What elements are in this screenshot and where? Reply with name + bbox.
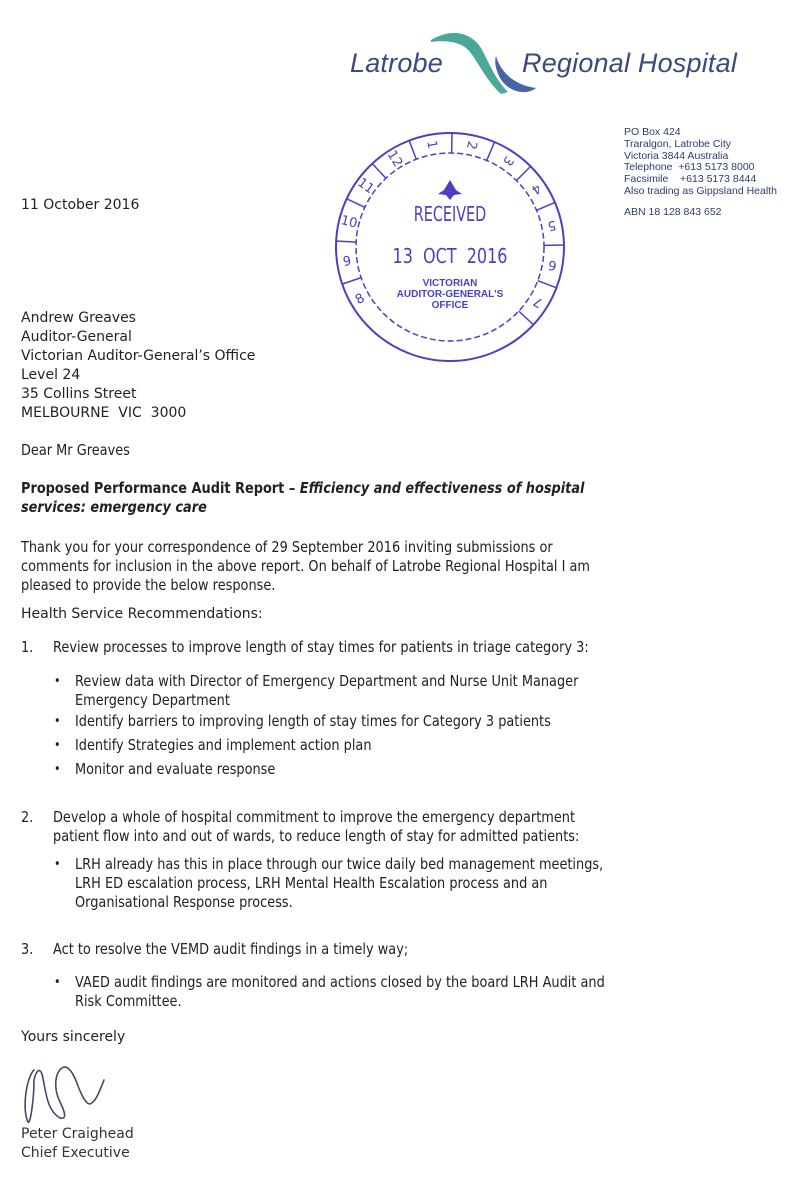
stamp-ring-number: 5 <box>546 216 558 234</box>
bullet-line: LRH ED escalation process, LRH Mental Health Escalation process and an <box>75 874 548 892</box>
hospital-address-block <box>624 127 777 219</box>
recipient-office: Victorian Auditor-General’s Office <box>21 348 256 364</box>
recipient-address <box>21 309 255 423</box>
stamp-org-line: VICTORIAN <box>422 278 478 289</box>
stamp-ring-number: 2 <box>462 139 480 151</box>
recipient-title: Auditor-General <box>21 329 132 345</box>
stamp-org-line: AUDITOR-GENERAL'S <box>396 289 504 300</box>
recommendation-line: patient flow into and out of wards, to reduce length of stay for admitted patients: <box>53 827 580 845</box>
recommendation-line: Develop a whole of hospital commitment to improve the emergency department <box>53 808 576 826</box>
intro-paragraph <box>21 538 590 595</box>
address-line: PO Box 424 <box>624 126 681 138</box>
telephone-line: Telephone +613 5173 8000 <box>624 161 755 174</box>
subject-italic-1: Efficiency and effectiveness of hospital <box>299 479 585 497</box>
received-stamp <box>330 128 570 366</box>
hospital-logo <box>350 30 770 100</box>
letter-date: 11 October 2016 <box>21 197 140 213</box>
stamp-ring-number: 11 <box>354 175 377 198</box>
subject-line <box>21 479 584 517</box>
stamp-ring-divider <box>409 141 416 160</box>
bullet-icon: • <box>54 738 61 753</box>
stamp-ring-divider <box>538 281 557 288</box>
stamp-ring-number: 1 <box>423 139 440 151</box>
intro-line: pleased to provide the below response. <box>21 576 276 594</box>
bullet-icon: • <box>54 857 61 872</box>
recipient-city: MELBOURNE VIC 3000 <box>21 405 187 421</box>
stamp-ring-divider <box>347 199 365 207</box>
recipient-name: Andrew Greaves <box>21 310 136 326</box>
bullet-item: Identify Strategies and implement action plan <box>75 736 372 754</box>
bullet-line: Review data with Director of Emergency Department and Nurse Unit Manager <box>75 672 579 690</box>
address-line: Victoria 3844 Australia <box>624 149 729 162</box>
stamp-ring-number: 7 <box>530 293 546 311</box>
bullet-icon: • <box>54 674 61 689</box>
stamp-ring-divider <box>537 202 555 210</box>
stamp-date: 13 OCT 2016 <box>392 245 508 269</box>
recommendations-heading: Health Service Recommendations: <box>21 606 263 622</box>
intro-line: Thank you for your correspondence of 29 September 2016 inviting submissions or <box>21 538 553 556</box>
stamp-ring-number: 4 <box>528 179 544 197</box>
subject-italic-2: services: emergency care <box>21 498 207 516</box>
bullet-item <box>75 855 603 912</box>
stamp-org-line: OFFICE <box>431 300 469 311</box>
bullet-line: Emergency Department <box>75 691 230 709</box>
stamp-ring-number: 3 <box>499 152 517 169</box>
signer-name: Peter Craighead <box>21 1126 134 1142</box>
stamp-ring-number: 8 <box>352 290 368 308</box>
bullet-line: VAED audit findings are monitored and actions closed by the board LRH Audit and <box>75 973 605 991</box>
address-line: Traralgon, Latrobe City <box>624 137 731 150</box>
bullet-item: Identify barriers to improving length of stay times for Category 3 patients <box>75 712 551 730</box>
stamp-ring-number: 6 <box>547 256 558 273</box>
intro-line: comments for inclusion in the above report. On behalf of Latrobe Regional Hospital I am <box>21 557 590 575</box>
recommendation-text <box>53 808 579 846</box>
recipient-street: 35 Collins Street <box>21 386 137 402</box>
logo-text-regional-hospital: Regional Hospital <box>522 48 738 78</box>
bullet-icon: • <box>54 975 61 990</box>
recommendation-text: Act to resolve the VEMD audit findings in a timely way; <box>53 940 409 958</box>
salutation: Dear Mr Greaves <box>21 441 130 459</box>
bullet-line: Risk Committee. <box>75 992 182 1010</box>
bullet-line: Organisational Response process. <box>75 893 293 911</box>
signer-block <box>21 1125 134 1163</box>
recommendation-number: 3. <box>21 940 34 958</box>
bullet-icon: • <box>54 714 61 729</box>
recommendation-number: 1. <box>21 638 34 656</box>
bullet-item: Monitor and evaluate response <box>75 760 276 778</box>
trading-name-line: Also trading as Gippsland Health <box>624 184 777 197</box>
stamp-ring-divider <box>336 241 356 242</box>
bullet-item <box>75 672 578 710</box>
recommendation-number: 2. <box>21 808 34 826</box>
signoff: Yours sincerely <box>21 1029 126 1045</box>
logo-text-latrobe: Latrobe <box>350 48 443 78</box>
stamp-ring-divider <box>342 278 361 285</box>
bullet-item <box>75 973 605 1011</box>
stamp-ring-number: 10 <box>339 213 359 232</box>
stamp-ring-number: 12 <box>383 148 406 171</box>
stamp-ring-number: 9 <box>341 253 353 270</box>
bullet-icon: • <box>54 762 61 777</box>
stamp-ring-divider <box>372 164 386 179</box>
stamp-ring-divider <box>516 166 530 180</box>
signer-title: Chief Executive <box>21 1145 130 1161</box>
recipient-level: Level 24 <box>21 367 81 383</box>
recommendation-text: Review processes to improve length of stay times for patients in triage category 3: <box>53 638 589 656</box>
signature-icon <box>20 1060 130 1130</box>
stamp-ring-divider <box>487 142 495 160</box>
bullet-line: LRH already has this in place through our twice daily bed management meetings, <box>75 855 604 873</box>
stamp-ring-divider <box>519 311 534 325</box>
stamp-title: RECEIVED <box>413 203 487 227</box>
stamp-emblem-icon <box>438 180 462 200</box>
subject-bold: Proposed Performance Audit Report – <box>21 479 300 497</box>
abn-number: ABN 18 128 843 652 <box>624 205 722 218</box>
facsimile-line: Facsimile +613 5173 8444 <box>624 173 757 186</box>
